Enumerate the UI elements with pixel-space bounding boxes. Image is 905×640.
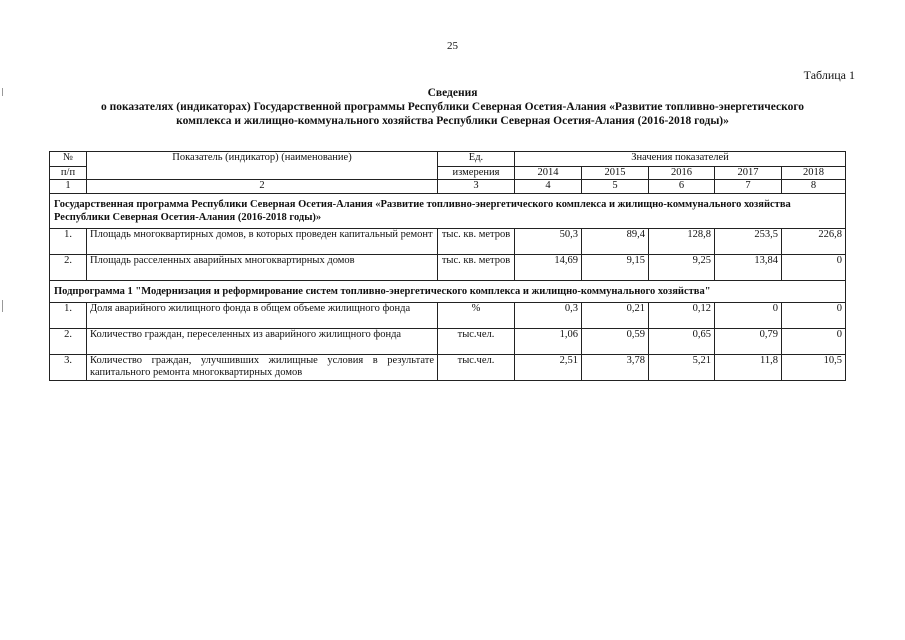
- value-cell: 0: [782, 329, 846, 355]
- value-cell: 0,79: [715, 329, 782, 355]
- value-cell: 14,69: [515, 255, 582, 281]
- title-line-2: о показателях (индикаторах) Государственной программы Республики Северная Осетия-Алания «Развитие топливно-энергетического: [100, 101, 805, 113]
- value-cell: 0,59: [582, 329, 649, 355]
- program-section-title: Государственная программа Республики Северная Осетия-Алания «Развитие топливно-энергетического комплекса и жилищно-коммунального хозяйства Республики Северная Осетия-Алания (2016-2018 годы)»: [50, 194, 846, 229]
- value-cell: 11,8: [715, 355, 782, 381]
- unit-cell: %: [438, 303, 515, 329]
- header-unit: Ед.: [438, 152, 515, 167]
- scan-margin-mark: [2, 88, 3, 96]
- value-cell: 1,06: [515, 329, 582, 355]
- value-cell: 0,12: [649, 303, 715, 329]
- subprogram-section-row: [50, 281, 846, 303]
- unit-cell: тыс.чел.: [438, 329, 515, 355]
- value-cell: 2,51: [515, 355, 582, 381]
- table-row: [50, 303, 846, 329]
- value-cell: 128,8: [649, 229, 715, 255]
- page-number: 25: [447, 40, 458, 52]
- subprogram-section-title: Подпрограмма 1 "Модернизация и реформирование систем топливно-энергетического комплекса и жилищно-коммунального хозяйства": [50, 281, 846, 303]
- value-cell: 50,3: [515, 229, 582, 255]
- value-cell: 0: [782, 303, 846, 329]
- header-year: 2017: [715, 167, 782, 180]
- column-number: 4: [515, 180, 582, 194]
- header-year: 2018: [782, 167, 846, 180]
- value-cell: 13,84: [715, 255, 782, 281]
- column-number-row: [50, 180, 846, 194]
- header-indicator: Показатель (индикатор) (наименование): [87, 152, 438, 180]
- header-no-sub: п/п: [50, 167, 87, 180]
- row-number: 1.: [50, 229, 87, 255]
- title-line-1: Сведения: [427, 87, 478, 99]
- column-number: 1: [50, 180, 87, 194]
- value-cell: 5,21: [649, 355, 715, 381]
- column-number: 8: [782, 180, 846, 194]
- table-row: [50, 355, 846, 381]
- value-cell: 89,4: [582, 229, 649, 255]
- header-values-group: Значения показателей: [515, 152, 846, 167]
- value-cell: 3,78: [582, 355, 649, 381]
- indicator-name: Количество граждан, улучшивших жилищные условия в результате капитального ремонта многоквартирных домов: [87, 355, 438, 381]
- table-row: [50, 329, 846, 355]
- indicator-name: Площадь расселенных аварийных многоквартирных домов: [87, 255, 438, 281]
- value-cell: 0,65: [649, 329, 715, 355]
- indicator-name: Количество граждан, переселенных из аварийного жилищного фонда: [87, 329, 438, 355]
- row-number: 2.: [50, 329, 87, 355]
- header-year: 2014: [515, 167, 582, 180]
- value-cell: 0,21: [582, 303, 649, 329]
- value-cell: 9,15: [582, 255, 649, 281]
- indicator-name: Площадь многоквартирных домов, в которых проведен капитальный ремонт: [87, 229, 438, 255]
- header-unit-sub: измерения: [438, 167, 515, 180]
- header-no: №: [50, 152, 87, 167]
- column-number: 7: [715, 180, 782, 194]
- row-number: 3.: [50, 355, 87, 381]
- value-cell: 9,25: [649, 255, 715, 281]
- column-number: 6: [649, 180, 715, 194]
- header-row-1: [50, 152, 846, 167]
- indicator-name: Доля аварийного жилищного фонда в общем объеме жилищного фонда: [87, 303, 438, 329]
- column-number: 3: [438, 180, 515, 194]
- title-line-3: комплекса и жилищно-коммунального хозяйства Республики Северная Осетия-Алания (2016-2018 годы)»: [176, 115, 729, 127]
- header-year: 2015: [582, 167, 649, 180]
- column-number: 2: [87, 180, 438, 194]
- program-section-row: [50, 194, 846, 229]
- table-row: [50, 229, 846, 255]
- column-number: 5: [582, 180, 649, 194]
- row-number: 1.: [50, 303, 87, 329]
- document-title: [45, 86, 860, 128]
- value-cell: 10,5: [782, 355, 846, 381]
- value-cell: 253,5: [715, 229, 782, 255]
- row-number: 2.: [50, 255, 87, 281]
- value-cell: 0: [715, 303, 782, 329]
- value-cell: 0: [782, 255, 846, 281]
- table-row: [50, 255, 846, 281]
- unit-cell: тыс. кв. метров: [438, 255, 515, 281]
- value-cell: 226,8: [782, 229, 846, 255]
- table-label: Таблица 1: [803, 68, 855, 82]
- value-cell: 0,3: [515, 303, 582, 329]
- indicators-table: [49, 151, 846, 381]
- unit-cell: тыс.чел.: [438, 355, 515, 381]
- header-year: 2016: [649, 167, 715, 180]
- scan-margin-mark: [2, 300, 3, 312]
- unit-cell: тыс. кв. метров: [438, 229, 515, 255]
